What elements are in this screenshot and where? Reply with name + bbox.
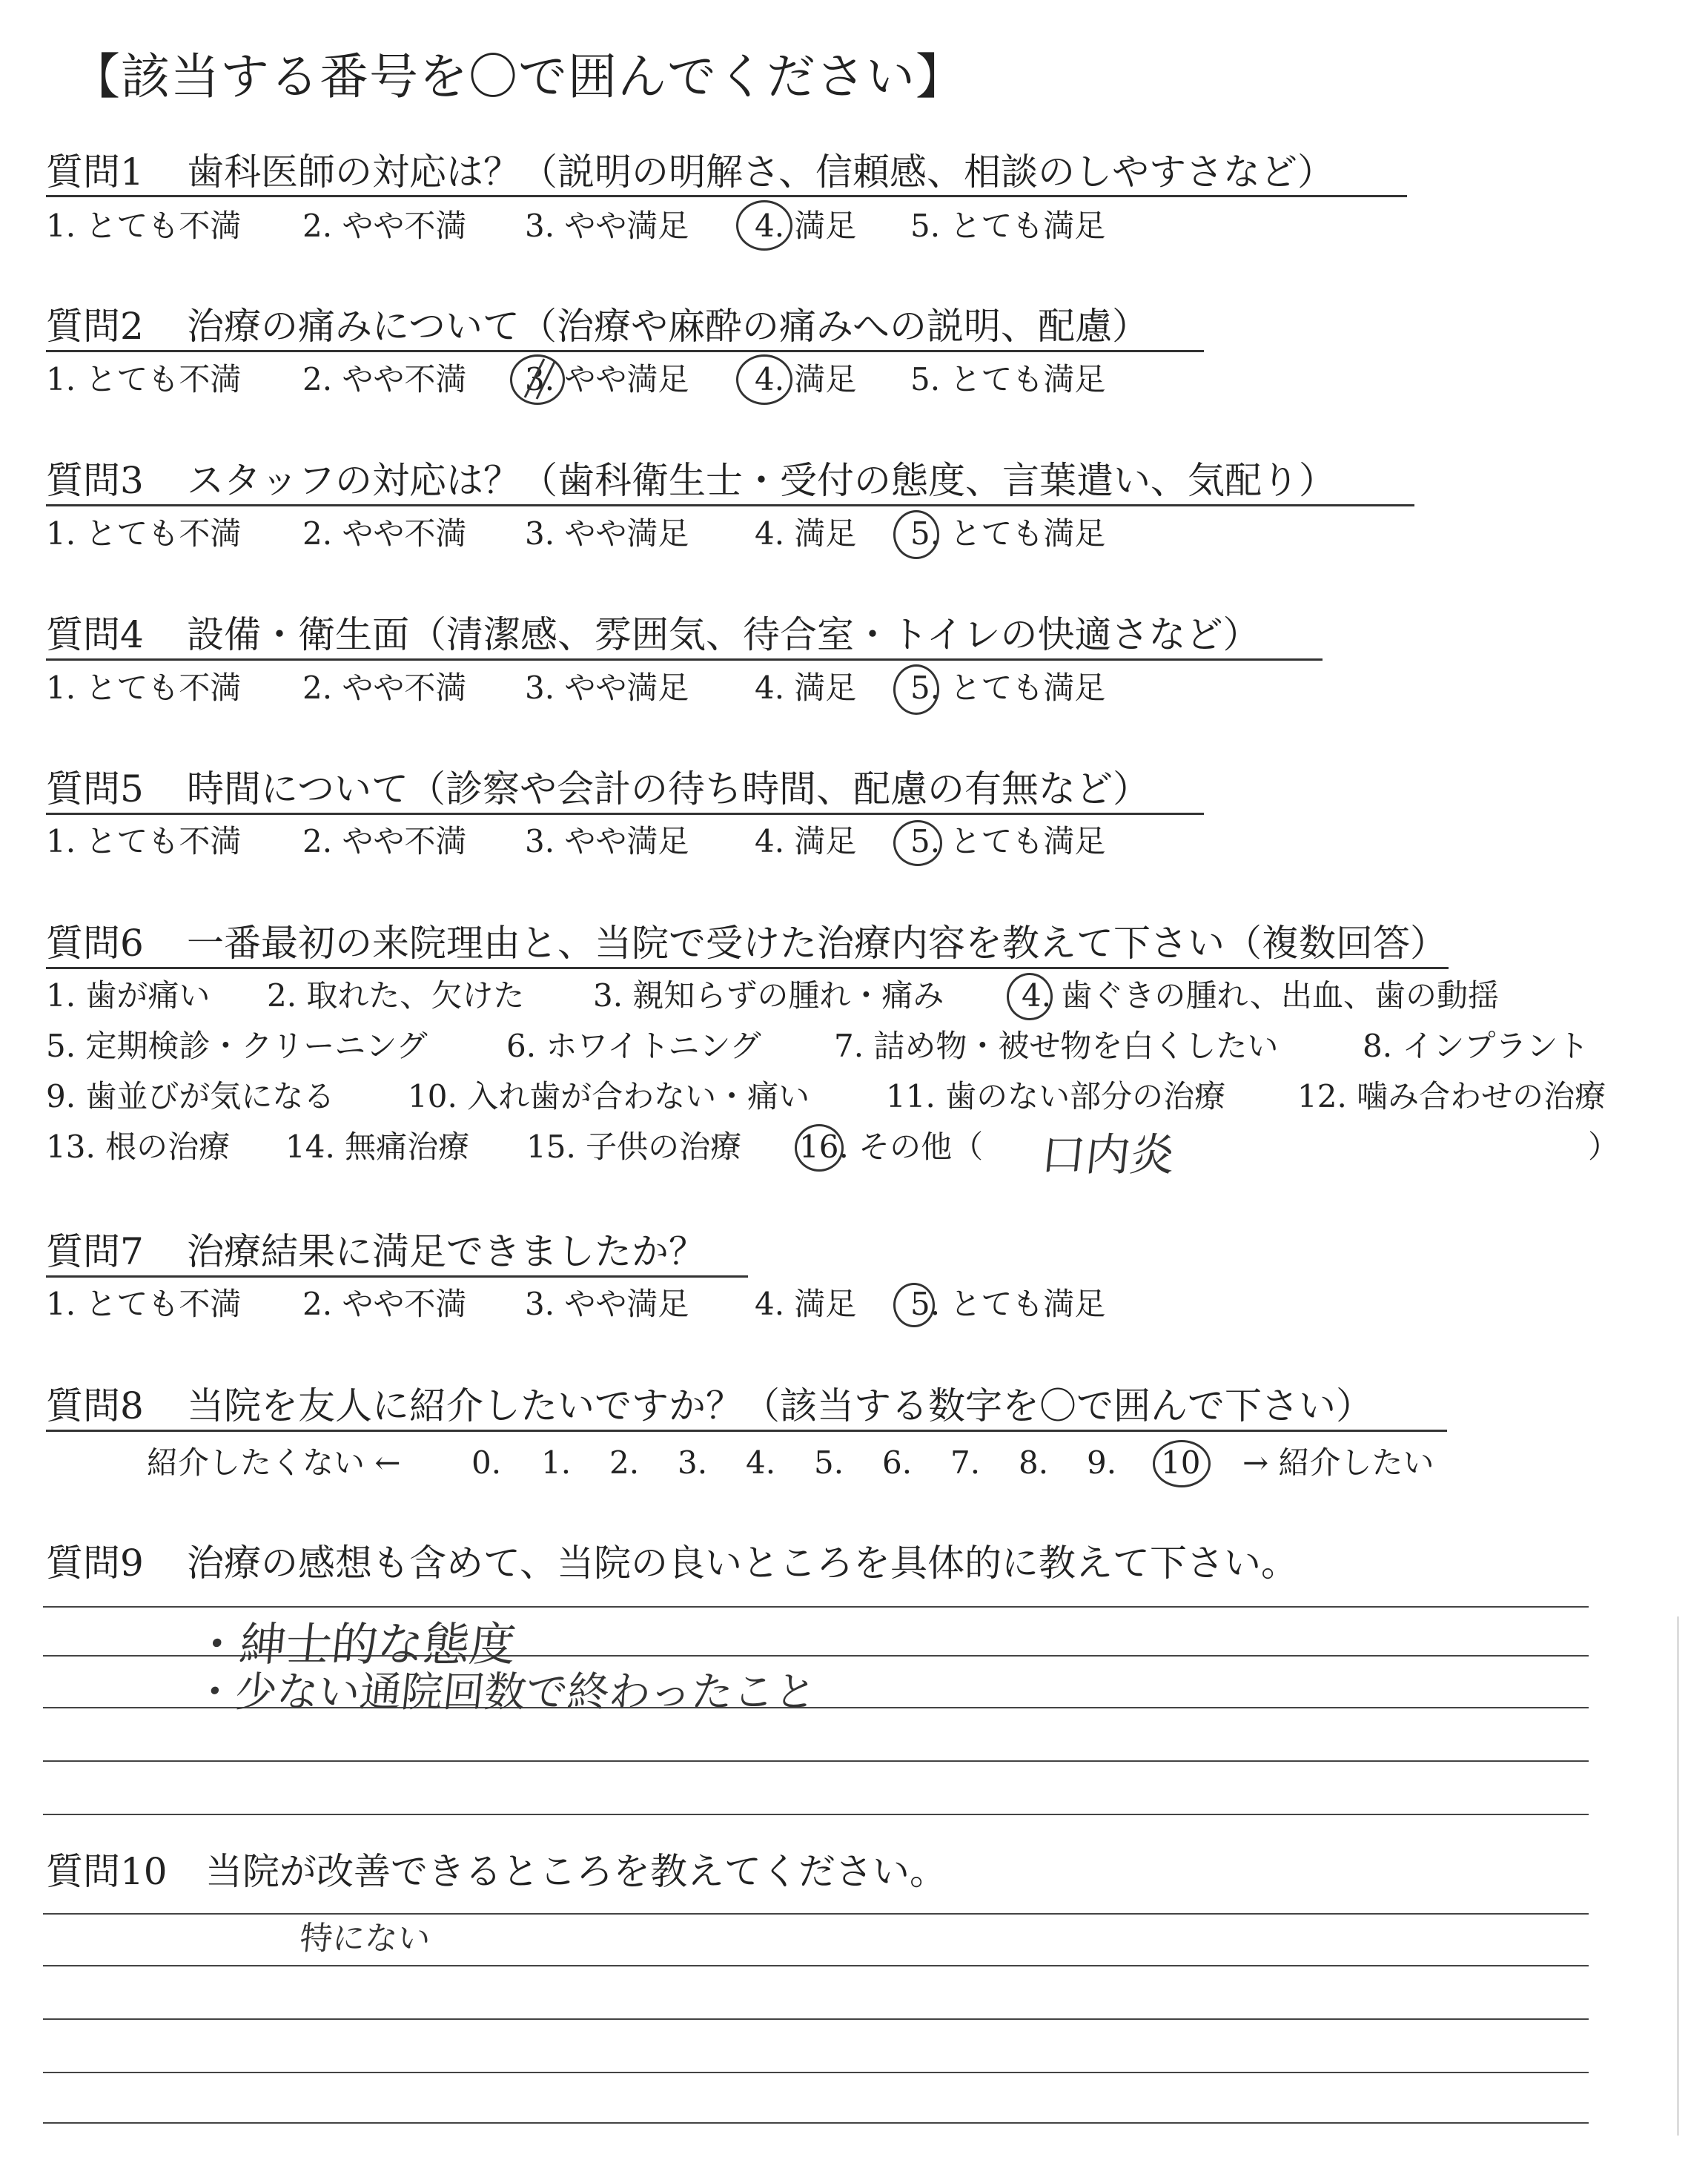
q8-value-10[interactable]: 10: [1161, 1444, 1201, 1481]
q8-right-label: → 紹介したい: [1242, 1444, 1434, 1481]
q8-value-4[interactable]: 4.: [746, 1444, 776, 1481]
q6-text: 一番最初の来院理由と、当院で受けた治療内容を教えて下さい（複数回答）: [187, 922, 1447, 965]
q1-text: 歯科医師の対応は？（説明の明解さ、信頼感、相談のしやすさなど）: [187, 151, 1334, 194]
q9-number: 質問9: [46, 1542, 144, 1585]
q4-option-2[interactable]: 2. やや不満: [302, 670, 467, 706]
q6-underline: [46, 967, 1449, 969]
q8-value-2[interactable]: 2.: [609, 1444, 640, 1481]
q6-option-16[interactable]: 16. その他（: [799, 1129, 984, 1165]
q9-title: [46, 1539, 1298, 1587]
q6-option-8[interactable]: 8. インプラント: [1363, 1028, 1589, 1064]
q8-value-9[interactable]: 9.: [1087, 1444, 1117, 1481]
q10-answer-line: [43, 1965, 1589, 1966]
q6-option-12[interactable]: 12. 噛み合わせの治療: [1297, 1078, 1606, 1114]
page-header: 【該当する番号を〇で囲んでください】: [71, 48, 965, 105]
q1-option-1[interactable]: 1. とても不満: [46, 208, 242, 244]
q5-option-2[interactable]: 2. やや不満: [302, 823, 467, 859]
q6-option-13[interactable]: 13. 根の治療: [46, 1129, 231, 1165]
q2-selected-circle: [736, 354, 792, 405]
q8-value-0[interactable]: 0.: [471, 1444, 502, 1481]
q2-title: [46, 303, 1149, 350]
q3-option-5[interactable]: 5. とても満足: [910, 515, 1106, 552]
q6-option-14[interactable]: 14. 無痛治療: [285, 1129, 470, 1165]
q7-option-2[interactable]: 2. やや不満: [302, 1286, 467, 1322]
q2-option-3[interactable]: 3. やや満足: [525, 361, 689, 397]
q3-option-4[interactable]: 4. 満足: [755, 515, 857, 552]
q10-answer-line: [43, 2018, 1589, 2020]
q10-text: 当院が改善できるところを教えてください。: [205, 1850, 947, 1893]
q3-text: スタッフの対応は？（歯科衛生士・受付の態度、言葉遣い、気配り）: [187, 459, 1336, 502]
q6-title: [46, 919, 1447, 967]
q6-other-close-paren: ）: [1588, 1129, 1620, 1165]
q2-option-2[interactable]: 2. やや不満: [302, 361, 467, 397]
q10-answer-line: [43, 2122, 1589, 2124]
q1-number: 質問1: [46, 151, 144, 194]
q6-other-answer[interactable]: 口内炎: [1038, 1129, 1178, 1181]
q8-value-3[interactable]: 3.: [678, 1444, 708, 1481]
q1-option-4[interactable]: 4. 満足: [755, 208, 857, 244]
q8-value-5[interactable]: 5.: [814, 1444, 844, 1481]
q8-value-1[interactable]: 1.: [541, 1444, 572, 1481]
q8-left-label: 紹介したくない ←: [147, 1444, 401, 1481]
q9-answer-line-2[interactable]: ・少ない通院回数で終わったこと: [191, 1668, 819, 1717]
q6-number: 質問6: [46, 922, 144, 965]
q6-option-5[interactable]: 5. 定期検診・クリーニング: [46, 1028, 428, 1064]
q8-selected-circle: [1153, 1440, 1211, 1487]
q8-value-7[interactable]: 7.: [950, 1444, 981, 1481]
q5-option-4[interactable]: 4. 満足: [755, 823, 857, 859]
q1-selected-circle: [736, 200, 792, 251]
q1-option-5[interactable]: 5. とても満足: [910, 208, 1106, 244]
q3-underline: [46, 504, 1414, 506]
q5-option-3[interactable]: 3. やや満足: [525, 823, 689, 859]
q7-title: [46, 1228, 706, 1275]
q5-underline: [46, 813, 1204, 815]
q9-answer-line-1[interactable]: ・紳士的な態度: [191, 1617, 519, 1671]
q3-option-2[interactable]: 2. やや不満: [302, 515, 467, 552]
q10-title: [46, 1848, 947, 1895]
q4-option-5[interactable]: 5. とても満足: [910, 670, 1106, 706]
q2-option-5[interactable]: 5. とても満足: [910, 361, 1106, 397]
q4-title: [46, 611, 1260, 658]
q6-option-4-circle: [1007, 973, 1053, 1020]
q1-title: [46, 148, 1334, 196]
q6-option-6[interactable]: 6. ホワイトニング: [506, 1028, 761, 1064]
q2-option-4[interactable]: 4. 満足: [755, 361, 857, 397]
q9-answer-line: [43, 1760, 1589, 1762]
q8-number: 質問8: [46, 1384, 144, 1427]
q10-answer-line-1[interactable]: 特にない: [297, 1920, 433, 1958]
q6-option-11[interactable]: 11. 歯のない部分の治療: [886, 1078, 1226, 1114]
q7-option-3[interactable]: 3. やや満足: [525, 1286, 689, 1322]
q6-option-2[interactable]: 2. 取れた、欠けた: [267, 977, 525, 1014]
q9-text: 治療の感想も含めて、当院の良いところを具体的に教えて下さい。: [187, 1542, 1298, 1585]
q7-option-4[interactable]: 4. 満足: [755, 1286, 857, 1322]
q5-selected-circle: [893, 820, 942, 866]
q10-answer-line: [43, 2072, 1589, 2073]
q3-number: 質問3: [46, 459, 144, 502]
q2-underline: [46, 350, 1204, 352]
q6-option-9[interactable]: 9. 歯並びが気になる: [46, 1078, 335, 1114]
q6-option-16-circle: [795, 1124, 844, 1172]
q6-option-4[interactable]: 4. 歯ぐきの腫れ、出血、歯の動揺: [1022, 977, 1499, 1014]
q6-option-7[interactable]: 7. 詰め物・被せ物を白くしたい: [834, 1028, 1279, 1064]
q4-option-4[interactable]: 4. 満足: [755, 670, 857, 706]
q4-option-3[interactable]: 3. やや満足: [525, 670, 689, 706]
q8-text: 当院を友人に紹介したいですか？（該当する数字を〇で囲んで下さい）: [187, 1384, 1373, 1427]
q5-number: 質問5: [46, 767, 144, 810]
q6-option-10[interactable]: 10. 入れ歯が合わない・痛い: [408, 1078, 810, 1114]
q1-option-3[interactable]: 3. やや満足: [525, 208, 689, 244]
q9-answer-line: [43, 1814, 1589, 1815]
q2-cross-out-mark: [512, 354, 560, 403]
q6-option-1[interactable]: 1. 歯が痛い: [46, 977, 211, 1014]
q8-value-6[interactable]: 6.: [882, 1444, 913, 1481]
q2-number: 質問2: [46, 305, 144, 348]
q1-option-2[interactable]: 2. やや不満: [302, 208, 467, 244]
q4-underline: [46, 658, 1323, 661]
q1-underline: [46, 195, 1407, 197]
q4-text: 設備・衛生面（清潔感、雰囲気、待合室・トイレの快適さなど）: [187, 613, 1260, 656]
q5-option-5[interactable]: 5. とても満足: [910, 823, 1106, 859]
q5-option-1[interactable]: 1. とても不満: [46, 823, 242, 859]
q2-text: 治療の痛みについて（治療や麻酔の痛みへの説明、配慮）: [187, 305, 1149, 348]
q10-answer-line: [43, 1913, 1589, 1915]
q2-option-1[interactable]: 1. とても不満: [46, 361, 242, 397]
q5-text: 時間について（診察や会計の待ち時間、配慮の有無など）: [187, 767, 1150, 810]
q5-title: [46, 765, 1150, 813]
q7-option-1[interactable]: 1. とても不満: [46, 1286, 242, 1322]
q4-number: 質問4: [46, 613, 144, 656]
q7-number: 質問7: [46, 1230, 144, 1273]
q10-number: 質問10: [46, 1850, 168, 1893]
q8-title: [46, 1382, 1373, 1430]
scan-edge-shadow: [1677, 1616, 1679, 2136]
q4-option-1[interactable]: 1. とても不満: [46, 670, 242, 706]
q3-selected-circle: [893, 510, 939, 559]
q7-option-5[interactable]: 5. とても満足: [910, 1286, 1106, 1322]
q3-option-3[interactable]: 3. やや満足: [525, 515, 689, 552]
q7-underline: [46, 1275, 748, 1278]
q7-selected-circle: [893, 1283, 935, 1327]
q8-value-8[interactable]: 8.: [1019, 1444, 1049, 1481]
q3-option-1[interactable]: 1. とても不満: [46, 515, 242, 552]
q7-text: 治療結果に満足できましたか？: [187, 1230, 706, 1273]
q4-selected-circle: [893, 664, 939, 715]
q6-option-15[interactable]: 15. 子供の治療: [526, 1129, 742, 1165]
q6-option-3[interactable]: 3. 親知らずの腫れ・痛み: [593, 977, 944, 1014]
q8-underline: [46, 1430, 1447, 1432]
q3-title: [46, 457, 1336, 504]
